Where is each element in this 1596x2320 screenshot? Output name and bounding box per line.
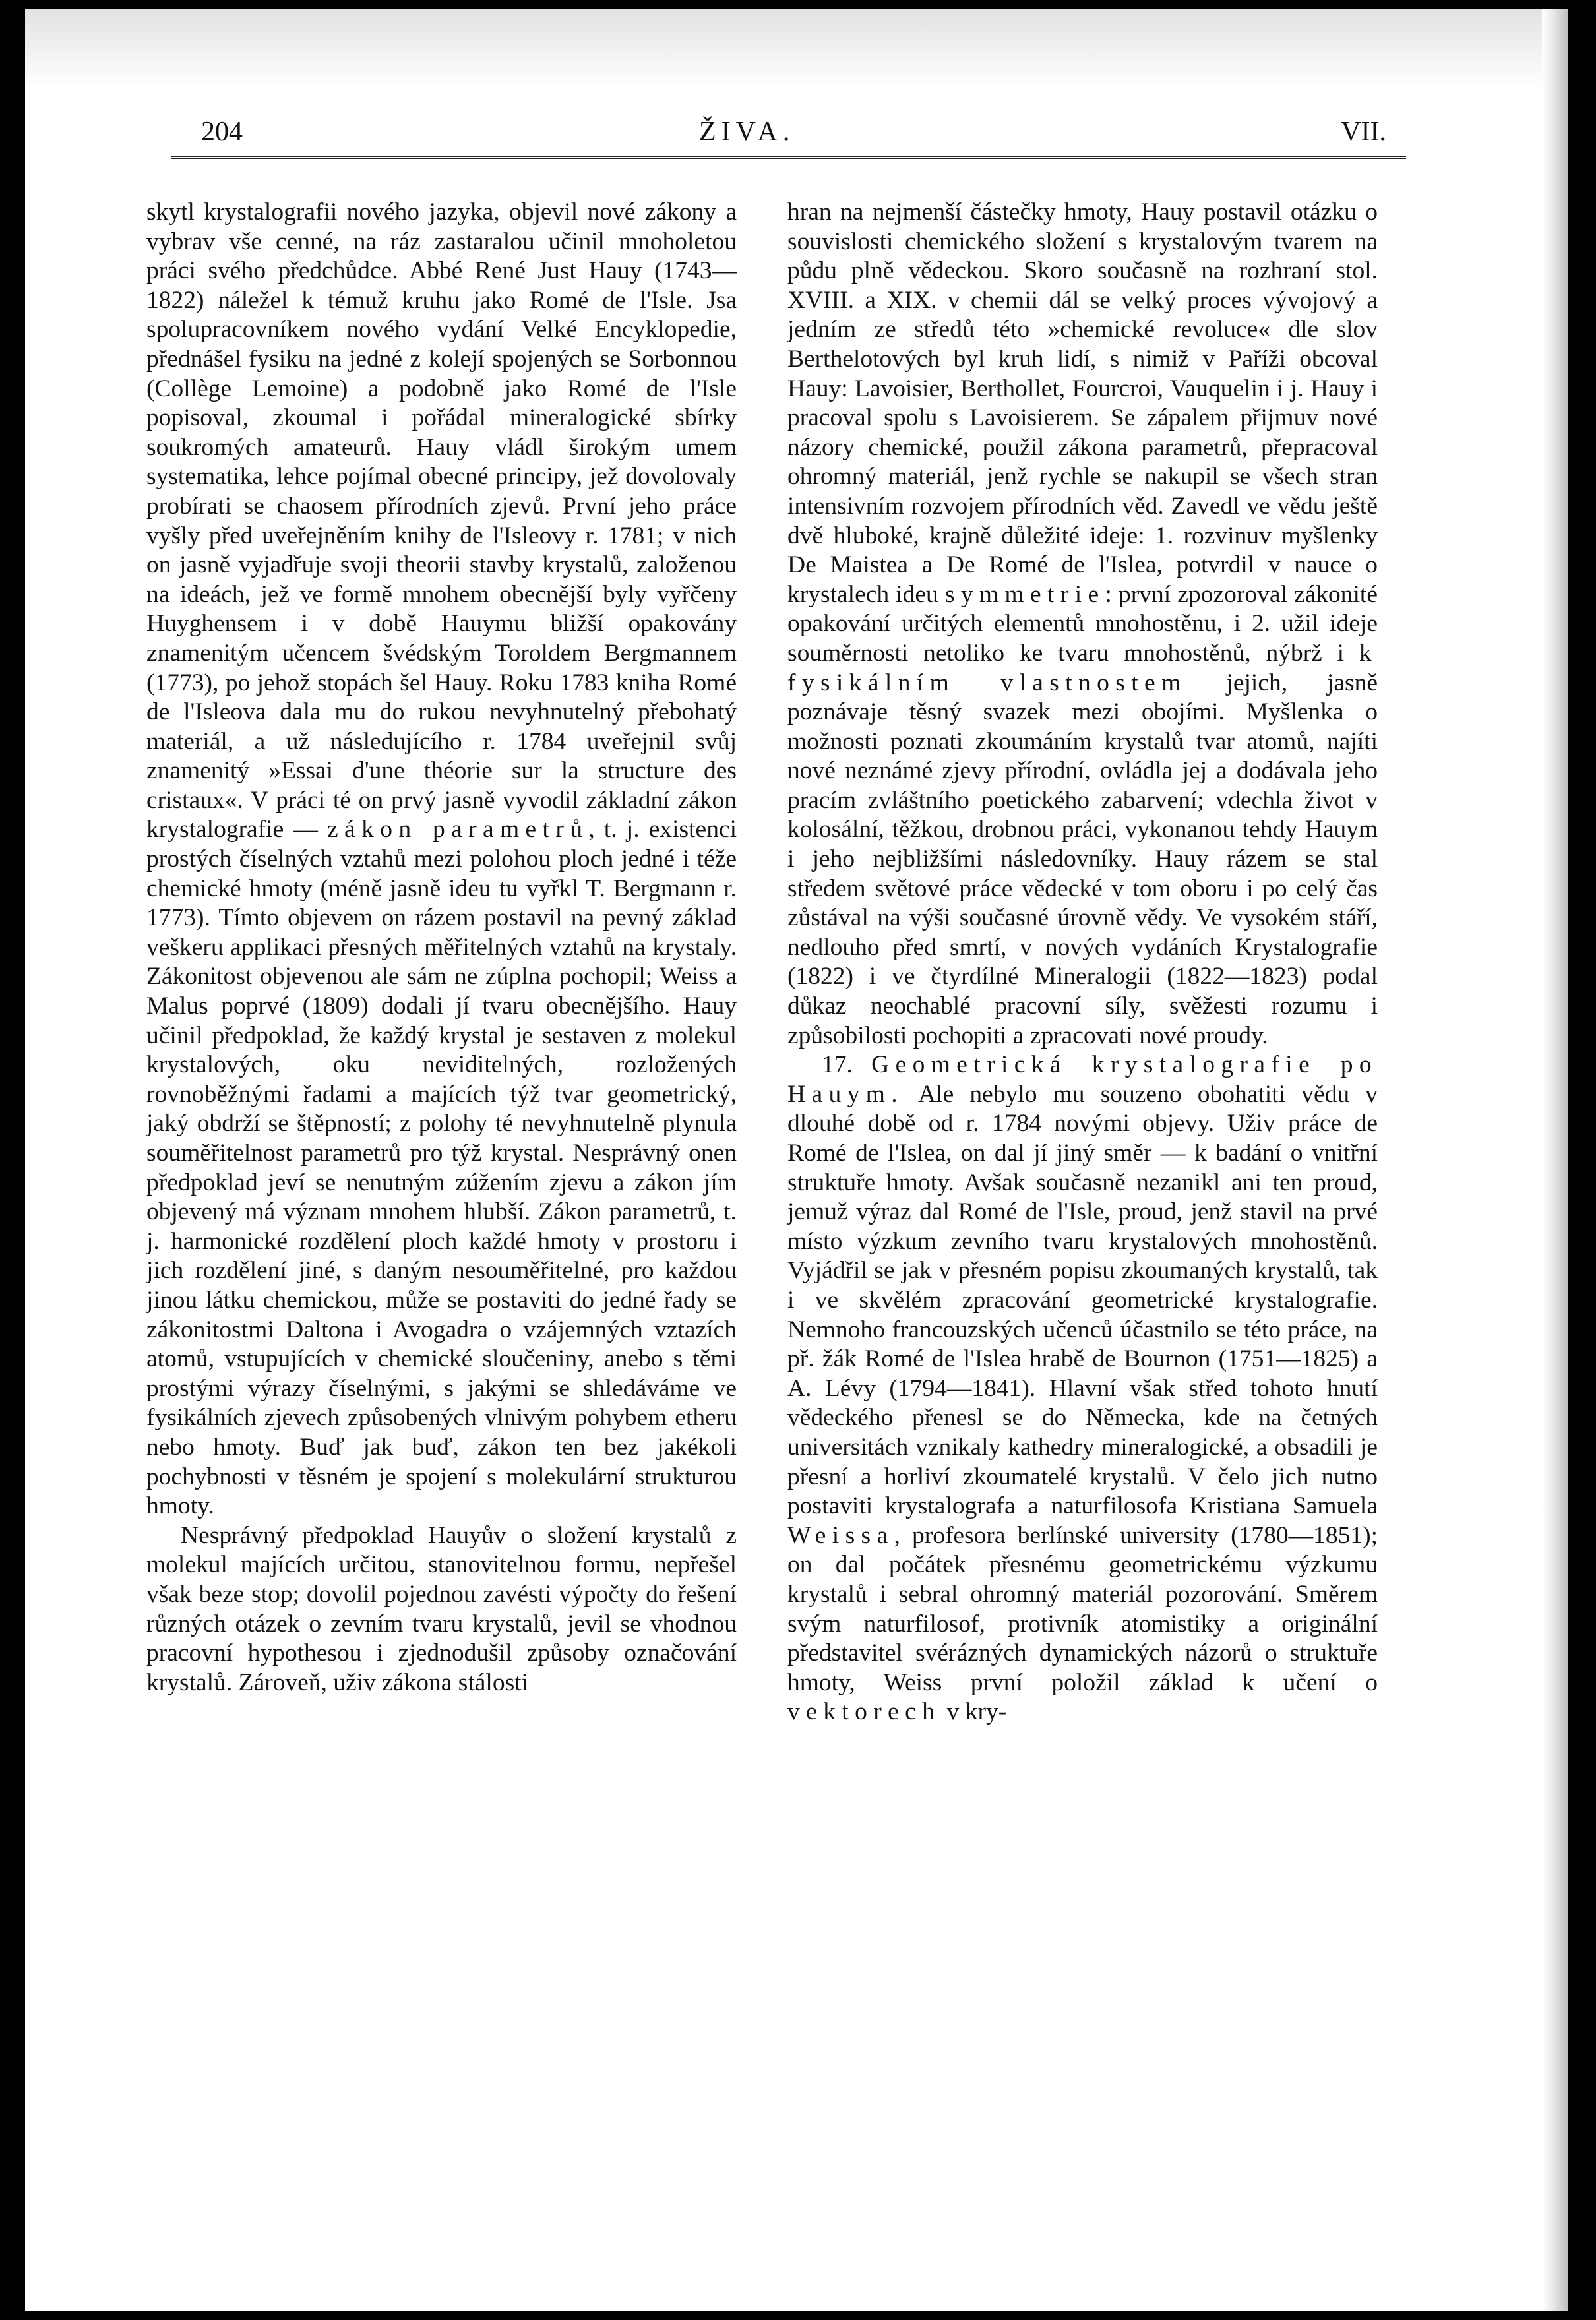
spaced-term: vektorech [787,1698,941,1726]
right-column [787,198,1378,1727]
text-run: , profesora berlínské university (1780—1851); on dal počátek přesnému geometrickému výzkumu krystalů i sebral ohromný materiál pozorování. Směrem svým naturfilosof, protivník atomistiky a originální představitel svérázných dynamických názorů o struktuře hmoty, Weiss první položil základ k učení o [787,1521,1378,1696]
header-rule [171,156,1406,159]
journal-title: ŽIVA. [699,117,795,147]
paragraph [146,198,737,1521]
paragraph: Nesprávný předpoklad Hauyův o složení krystalů z molekul majících určitou, stanovitelnou formu, nepřešel však beze stop; dovolil pojednou zavésti výpočty do řešení různých otázek o zevním tvaru krystalů, jevil se vhodnou pracovní hypothesou i zjednodušil způsoby označování krystalů. Zároveň, uživ zákona stálosti [146,1521,737,1696]
spaced-term: Weissa [787,1521,894,1549]
text-run: jejich, jasně poznávaje těsný svazek mezi obojími. Myšlenka o možnosti poznati zkoumáním krystalů tvar atomů, najíti nové neznámé zjevy přírodní, ovládla jej a dodávala jeho pracím zvláštního poetického zabarvení; vdechla život v kolosální, těžkou, drobnou práci, vykonanou tehdy Hauym i jeho nejbližšími následovníky. Hauy rázem se stal středem světové práce vědecké v tom oboru i po celý čas zůstával na výši současné úrovně vědy. Ve vysokém stáří, nedlouho před smrtí, v nových vydáních Krystalografie (1822) i ve čtyrdílné Mineralogii (1822—1823) podal důkaz neochablé pracovní síly, svěžesti rozumu i způsobilosti pochopiti a zpracovati nové proudy. [787,669,1378,1049]
volume-number: VII. [1341,117,1386,147]
text-run: : první zpozoroval zákonité opakování určitých elementů mnohostěnu, i 2. užil ideje souměrnosti netoliko ke tvaru mnohostěnů, nýbrž i [787,580,1378,667]
text-run: Ale nebylo mu souzeno obohatiti vědu v dlouhé době od r. 1784 novými objevy. Uživ práce de Romé de l'Islea, on dal jí jiný směr — k badání o vnitřní struktuře hmoty. Avšak současně nezanikl ani ten proud, jemuž výraz dal Romé de l'Isle, proud, jenž stavil na prvé místo výzkum zevního tvaru krystalových mnohostěnů. Vyjádřil se jak v přesném popisu zkoumaných krystalů, tak i ve skvělém zpracování geometrické krystalografie. Nemnoho francouzských učenců účastnilo se této práce, na př. žák Romé de l'Islea hrabě de Bournon (1751—1825) a A. Lévy (1794—1841). Hlavní však střed tohoto hnutí vědeckého přenesl se do Německa, kde na četných universitách vznikaly kathedry mineralogické, a obsadili je přesní a horliví zkoumatelé krystalů. V čelo jich nutno postaviti krystalografa a naturfilosofa Kristiana Samuela [787,1080,1378,1520]
scan-shading-right [1542,9,1568,2311]
section-number: 17. [822,1051,853,1079]
scan-shading-top [25,9,1568,88]
text-run: , t. j. existenci prostých číselných vztahů mezi polohou ploch jedné i téže chemické hmoty (méně jasně ideu tu vyřkl T. Bergmann r. 1773). Tímto objevem on rázem postavil na pevný základ veškeru applikaci přesných měřitelných vztahů na krystaly. Zákonitost objevenou ale sám ne zúplna pochopil; Weiss a Malus poprvé (1809) dodali jí tvaru obecnějšího. Hauy učinil předpoklad, že každý krystal je sestaven z molekul krystalových, oku neviditelných, rozložených rovnoběžnými řadami a majících týž tvar geometrický, jaký obdrží se štěpností; z polohy té nevyhnutelně plynula souměřitelnost parametrů pro týž krystal. Nesprávný onen předpoklad jeví se nenutným zúžením zjevu a zákon jím objevený má význam mnohem hlubší. Zákon parametrů, t. j. harmonické rozdělení ploch každé hmoty v prostoru i jich rozdělení jiné, s daným nesouměřitelné, pro každou jinou látku chemickou, může se postaviti do jedné řady se zákonitostmi Daltona i Avogadra o vzájemných vztazích atomů, vstupujících v chemické sloučeniny, anebo s těmi prostými výrazy číselnými, s jakými se shledáváme ve fysikálních zjevech způsobených vlnivým pohybem etheru nebo hmoty. Buď jak buď, zákon ten bez jakékoli pochybnosti v těsném je spojení s molekulární strukturou hmoty. [146,816,737,1520]
spaced-term: k fysikálním vlastnostem [787,639,1378,696]
text-run: v kry- [946,1698,1007,1726]
paragraph [787,198,1378,1051]
left-column [146,198,737,1697]
text-run: hran na nejmenší částečky hmoty, Hauy postavil otázku o souvislosti chemického složení s krystalovým tvarem na půdu plně vědeckou. Skoro současně na rozhraní stol. XVIII. a XIX. v chemii dál se velký proces vývojový a jedním ze středů této »chemické revoluce« dle slov Berthelotových byl kruh lidí, s nimiž v Paříži obcoval Hauy: Lavoisier, Berthollet, Fourcroi, Vauquelin i j. Hauy i pracoval spolu s Lavoisierem. Se zápalem přijmuv nové názory chemické, použil zákona parametrů, přepracoval ohromný materiál, jenž rychle se nakupil se všech stran intensivním rozvojem přírodních věd. Zavedl ve vědu ještě dvě hluboké, krajně důležité ideje: 1. rozvinuv myšlenky De Maistea a De Romé de l'Islea, potvrdil v nauce o krystalech ideu [787,198,1378,608]
page-number: 204 [201,117,243,147]
section-heading: Geometrická krystalografie po Hauym. [787,1051,1378,1108]
running-header [171,112,1406,158]
text-run: skytl krystalografii nového jazyka, objevil nové zákony a vybrav vše cenné, na ráz zastaralou učinil mnoholetou práci svého předchůdce. Abbé René Just Hauy (1743—1822) náležel k témuž kruhu jako Romé de l'Isle. Jsa spolupracovníkem nového vydání Velké Encyklopedie, přednášel fysiku na jedné z kolejí spojených se Sorbonnou (Collège Lemoine) a podobně jako Romé de l'Isle popisoval, zkoumal i pořádal mineralogické sbírky soukromých amateurů. Hauy vládl širokým umem systematika, lehce pojímal obecné principy, jež dovolovaly probírati se chaosem přírodních zjevů. První jeho práce vyšly před uveřejněním knihy de l'Isleovy r. 1781; v nich on jasně vyjadřuje svoji theorii stavby krystalů, založenou na ideách, jež ve formě mnohem obecnější byly vyřčeny Huyghensem i v době Hauymu bližší opakovány znamenitým učencem švédským Toroldem Bergmannem (1773), po jehož stopách šel Hauy. Roku 1783 kniha Romé de l'Isleova dala mu do rukou nevyhnutelný přebohatý materiál, a už následujícího r. 1784 uveřejnil svůj znamenitý »Essai d'une théorie sur la structure des cristaux«. V práci té on prvý jasně vyvodil základní zákon krystalografie — [146,198,737,843]
paragraph [787,1051,1378,1727]
spaced-term: zákon parametrů [327,816,589,843]
spaced-term: symmetrie [944,580,1105,608]
